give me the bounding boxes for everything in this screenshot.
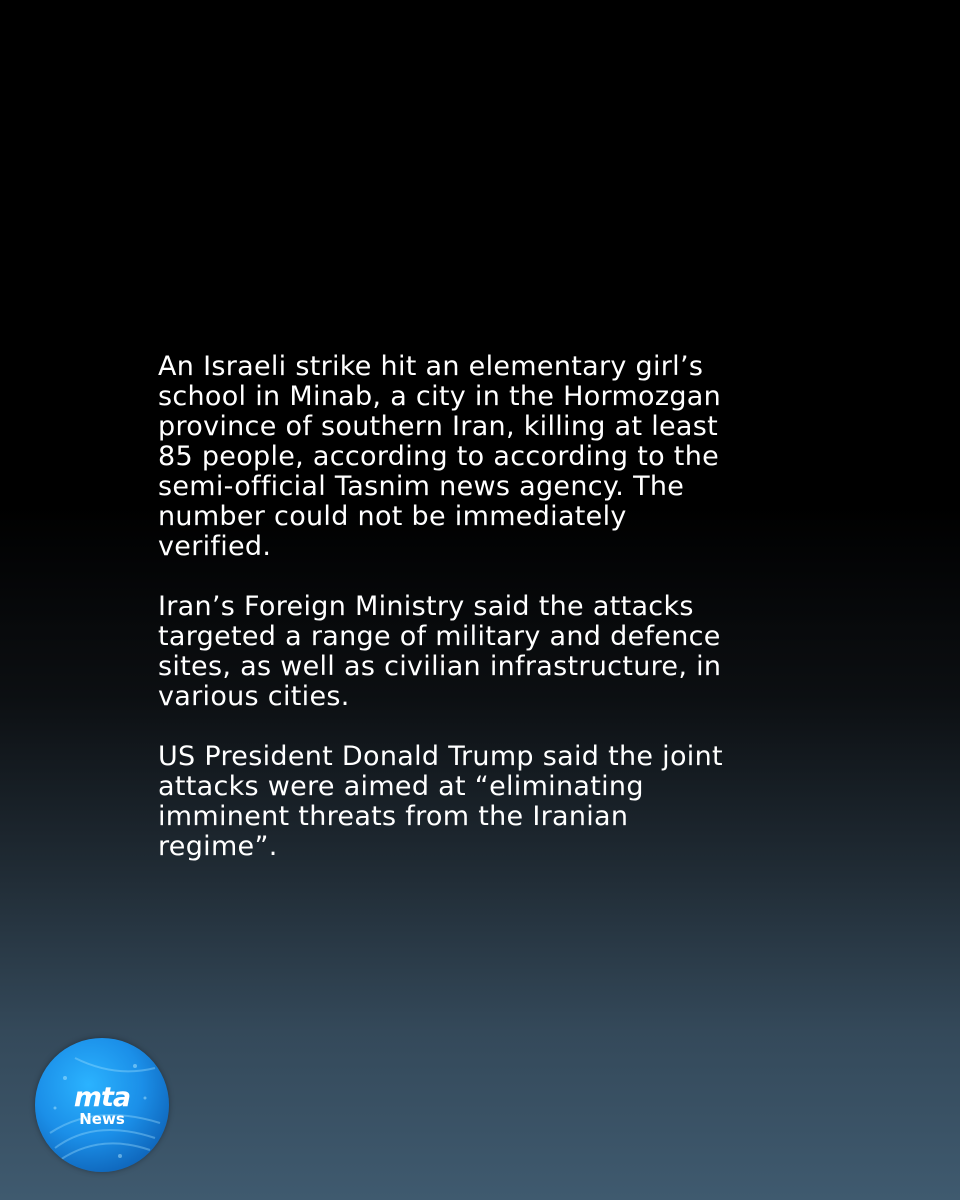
paragraph-strike-report: An Israeli strike hit an elementary girl’s school in Minab, a city in the Hormozgan province of southern Iran, killing at least 85 people, according to according to the semi-official Tasnim news agency. The number could not be immediately verified. [158,351,722,562]
paragraph-foreign-ministry: Iran’s Foreign Ministry said the attacks targeted a range of military and defence sites, as well as civilian infrastructure, in various cities. [158,591,722,712]
post-body [158,352,858,862]
logo-subtitle: News [79,1110,125,1128]
paragraph-trump-statement: US President Donald Trump said the joint attacks were aimed at “eliminating imminent threats from the Iranian regime”. [158,741,723,862]
mta-news-logo [35,1038,169,1172]
logo-wordmark: mta [73,1082,131,1113]
